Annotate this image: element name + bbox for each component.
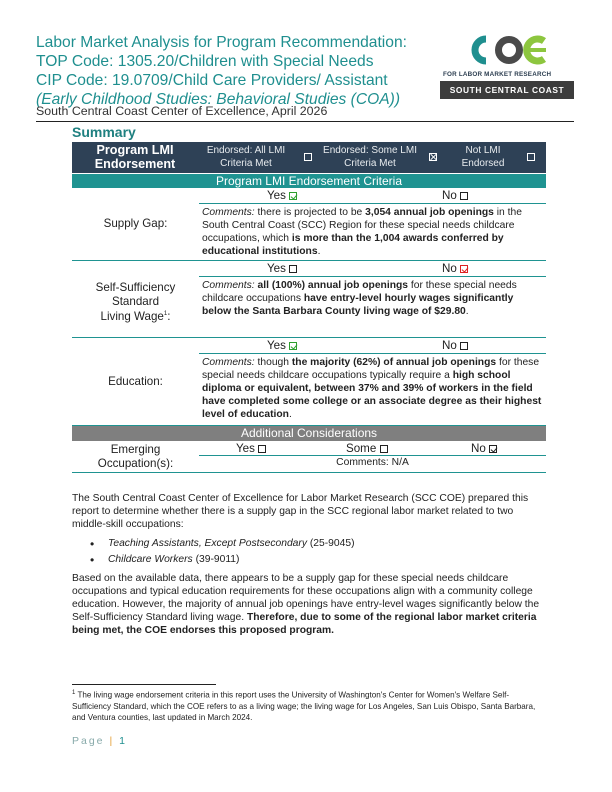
- criterion-label: Education:: [108, 375, 163, 388]
- no-label: No: [442, 189, 457, 202]
- title-line-3: CIP Code: 19.0709/Child Care Providers/ Assistant: [36, 72, 388, 89]
- footnote-divider: [72, 684, 216, 685]
- no-checkbox[interactable]: [460, 192, 468, 200]
- emerging-yes-checkbox[interactable]: [258, 445, 266, 453]
- emerging-no-label: No: [471, 442, 486, 455]
- report-title: [36, 33, 436, 109]
- coe-logo: [440, 33, 574, 99]
- list-item: • Childcare Workers (39-9011): [90, 554, 355, 565]
- yes-checkbox[interactable]: [289, 342, 297, 350]
- criterion-label: Self-Sufficiency Standard Living Wage$^1$:: [95, 281, 176, 323]
- criterion-living-wage: [72, 261, 546, 338]
- title-line-1: Labor Market Analysis for Program Recommendation:: [36, 34, 407, 51]
- yes-label: Yes: [267, 189, 286, 202]
- yes-checkbox[interactable]: [289, 192, 297, 200]
- yes-label: Yes: [267, 339, 286, 352]
- summary-table: [72, 142, 546, 473]
- coe-logo-mark: [464, 33, 554, 67]
- logo-region-bar: SOUTH CENTRAL COAST: [440, 81, 574, 99]
- title-line-4: (Early Childhood Studies: Behavioral Studies (COA)): [36, 91, 401, 108]
- criterion-comment: Comments: there is projected to be 3,054 annual job openings in the South Central Coast (SCC) Region for these special needs childcare occupations, which is more than the 1,004 awards conferred by educational institutions.: [202, 207, 522, 257]
- emerging-some-checkbox[interactable]: [380, 445, 388, 453]
- title-line-2: TOP Code: 1305.20/Children with Special Needs: [36, 53, 374, 70]
- endorsement-option-some: Endorsed: Some LMI Criteria Met: [323, 145, 417, 169]
- no-checkbox[interactable]: [460, 342, 468, 350]
- yes-label: Yes: [267, 262, 286, 275]
- no-checkbox[interactable]: [460, 265, 468, 273]
- report-subtitle: South Central Coast Center of Excellence, April 2026: [36, 104, 328, 118]
- endorsement-option-all: Endorsed: All LMI Criteria Met: [206, 145, 286, 169]
- criterion-label: Supply Gap:: [103, 217, 168, 230]
- endorsement-title: Program LMI Endorsement: [94, 143, 176, 171]
- endorsement-checkbox-all[interactable]: [304, 153, 312, 161]
- criterion-education: [72, 338, 546, 426]
- conclusion-paragraph: Based on the available data, there appears to be a supply gap for these special needs childcare occupations and typical education requirements for these occupations align with a community college education. However, the majority of annual job openings have entry-level wages significantly below the Self-Sufficiency Standard living wage. Therefore, due to some of the regional labor market criteria being met, the COE endorses this proposed program.: [72, 573, 540, 636]
- endorsement-option-not: Not LMI Endorsed: [461, 145, 505, 169]
- emerging-comment: Comments: N/A: [336, 457, 409, 468]
- footnote-ref: 1: [163, 311, 168, 317]
- footnote: $^1$ The living wage endorsement criteria in this report uses the University of Washington's Center for Women's Welfare Self-Sufficiency Standard, which the COE refers to as a living wage; the living wage for Los Angeles, San Luis Obispo, Santa Barbara, and Ventura counties, last updated in March 2024.: [72, 690, 536, 722]
- logo-tagline: FOR LABOR MARKET RESEARCH: [443, 71, 552, 78]
- occupation-list: [90, 538, 355, 570]
- yes-checkbox[interactable]: [289, 265, 297, 273]
- endorsement-row: [72, 142, 546, 173]
- criterion-comment: Comments: all (100%) annual job openings for these special needs childcare occupations have entry-level hourly wages significantly below the Santa Barbara County living wage of $29.80.: [202, 280, 517, 317]
- criterion-label: Emerging Occupation(s):: [97, 443, 174, 470]
- no-label: No: [442, 262, 457, 275]
- header-divider: [36, 121, 574, 122]
- emerging-some-label: Some: [346, 442, 377, 455]
- criteria-heading: Program LMI Endorsement Criteria: [72, 173, 546, 188]
- list-item: • Teaching Assistants, Except Postsecondary (25-9045): [90, 538, 355, 549]
- summary-heading: Summary: [72, 124, 136, 140]
- criterion-supply-gap: [72, 188, 546, 261]
- emerging-no-checkbox[interactable]: [489, 445, 497, 453]
- criterion-comment: Comments: though the majority (62%) of annual job openings for these special needs childcare occupations typically require a high school diploma or equivalent, between 37% and 39% of workers in the field have completed some college or an associate degree as their highest level of education.: [202, 357, 542, 420]
- no-label: No: [442, 339, 457, 352]
- intro-paragraph: The South Central Coast Center of Excellence for Labor Market Research (SCC COE) prepared this report to determine whether there is a supply gap in the SCC regional labor market related to two middle-skill occupations:: [72, 493, 529, 530]
- page-number: Page | 1: [72, 735, 127, 747]
- emerging-yes-label: Yes: [236, 442, 255, 455]
- criterion-emerging: [72, 441, 546, 473]
- endorsement-checkbox-not[interactable]: [527, 153, 535, 161]
- additional-heading: Additional Considerations: [72, 426, 546, 441]
- endorsement-checkbox-some[interactable]: [429, 153, 437, 161]
